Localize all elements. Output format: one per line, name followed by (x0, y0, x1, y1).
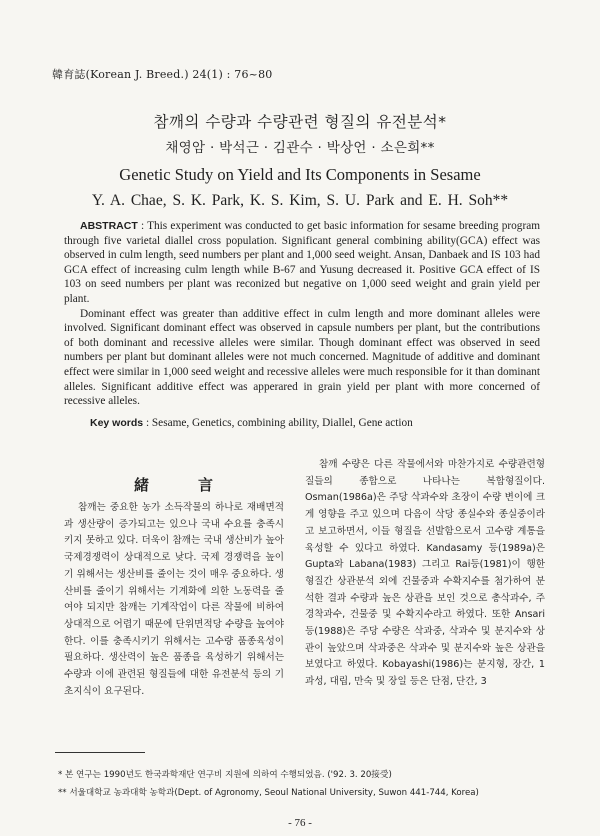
keywords-text: : Sesame, Genetics, combining ability, Diallel, Gene action (145, 417, 413, 429)
korean-title: 참깨의 수량과 수량관련 형질의 유전분석* (153, 113, 447, 131)
page-number: - 76 - (288, 817, 312, 829)
footnote-2: ** 서울대학교 농과대학 농학과(Dept. of Agronomy, Seoul National University, Suwon 441-744, Korea) (58, 788, 479, 798)
body-column-right: 참깨 수량은 다른 작물에서와 마찬가지로 수량관련형질들의 종합으로 나타나는 복합형질이다. Osman(1986a)은 주당 삭과수와 초장이 수량 변이에 크게 영향을 주고 있으며 다음이 삭당 종실수와 종실중이라고 보고하면서, 이들 형질을 선발함으로서 고수량 계통을 육성할 수 있다고 하였다. Kandasamy 등(1989a)은 Gupta와 Labana(1983) 그리고 Rai등(1981)이 행한 형질간 상관분석 외에 건물중과 수확지수를 첨가하여 분석한 결과 수량과 높은 상관을 보인 것으로 총삭과수, 주경착과수, 건물중 및 수확지수라고 하였다. 또한 Ansari 등(1988)은 주당 수량은 삭과중, 삭과수 및 분지수와 상관이 높았으며 삭과중은 삭과수 및 분지수와 높은 상관을 보였다고 하였다. Kobayashi(1986)는 분지형, 장간, 1과성, 대립, 만숙 및 장일 등은 단점, 단간, 3 (305, 459, 545, 688)
keywords-label: Key words (90, 417, 144, 429)
abstract (64, 219, 540, 409)
keywords (90, 417, 413, 429)
section-heading-char-1: 緒 (133, 476, 150, 494)
footnote-1: * 본 연구는 1990년도 한국과학재단 연구비 지원에 의하여 수행되었음. ('92. 3. 20接受) (58, 770, 392, 780)
section-heading-introduction (64, 474, 284, 495)
abstract-label: ABSTRACT (80, 220, 138, 232)
footnote-divider (55, 752, 145, 753)
body-column-left: 참깨는 중요한 농가 소득작물의 하나로 재배면적과 생산량이 증가되고는 있으나 국내 수요를 충족시키지 못하고 있다. 더욱이 참깨는 국내 생산비가 높아 국제경쟁력이 상대적으로 낮다. 국제 경쟁력을 높이기 위해서는 생산비를 줄이는 것이 매우 중요하다. 생산비를 줄이기 위해서는 기계화에 의한 노동력을 줄여야 되지만 참깨는 기계작업이 다른 작물에 비하여 상대적으로 어렵기 때문에 단위면적당 수량을 높여야 한다. 이를 충족시키기 위해서는 고수량 품종육성이 필요하다. 생산력이 높은 품종을 육성하기 위해서는 수량과 이에 관련된 형질들에 대한 유전분석 등의 기초지식이 요구된다. (64, 502, 284, 697)
english-authors: Y. A. Chae, S. K. Park, K. S. Kim, S. U. Park and E. H. Soh** (91, 192, 509, 209)
korean-authors: 채영암 · 박석근 · 김관수 · 박상언 · 소은희** (165, 140, 435, 156)
abstract-paragraph-2: Dominant effect was greater than additive effect in culm length and more dominant alleles were involved. Significant dominant effect was observed in capsule numbers per plant, but the contributions of both dominant and recessive alleles were similar. Though dominant effect was observed in seed numbers per plant but dominant alleles were not much concerned. Magnitude of additive and dominant effect were similar in 1,000 seed weight and recessive alleles were much responsible for it than dominant alleles. Significant additive effect was apperared in grain yield per plant with more concerned of recessive alleles. (64, 307, 540, 408)
journal-citation: 韓育誌(Korean J. Breed.) 24(1) : 76~80 (52, 68, 273, 81)
abstract-paragraph-1 (64, 219, 540, 307)
english-title: Genetic Study on Yield and Its Components in Sesame (119, 165, 481, 184)
section-heading-char-2: 言 (198, 476, 215, 494)
abstract-text-1: : This experiment was conducted to get basic information for sesame breeding program through five varietal diallel cross population. Significant general combining ability(GCA) effect was observed in culm length, seed numbers per plant and 1,000 seed weight. Ansan, Danbaek and IS 103 had GCA effect of increasing culm length while B-67 and Yusung decreased it. Positive GCA effect of IS 103 on seed numbers per plant was reconized but negative on 1,000 seed weight and grain yield per plant. (64, 220, 541, 305)
